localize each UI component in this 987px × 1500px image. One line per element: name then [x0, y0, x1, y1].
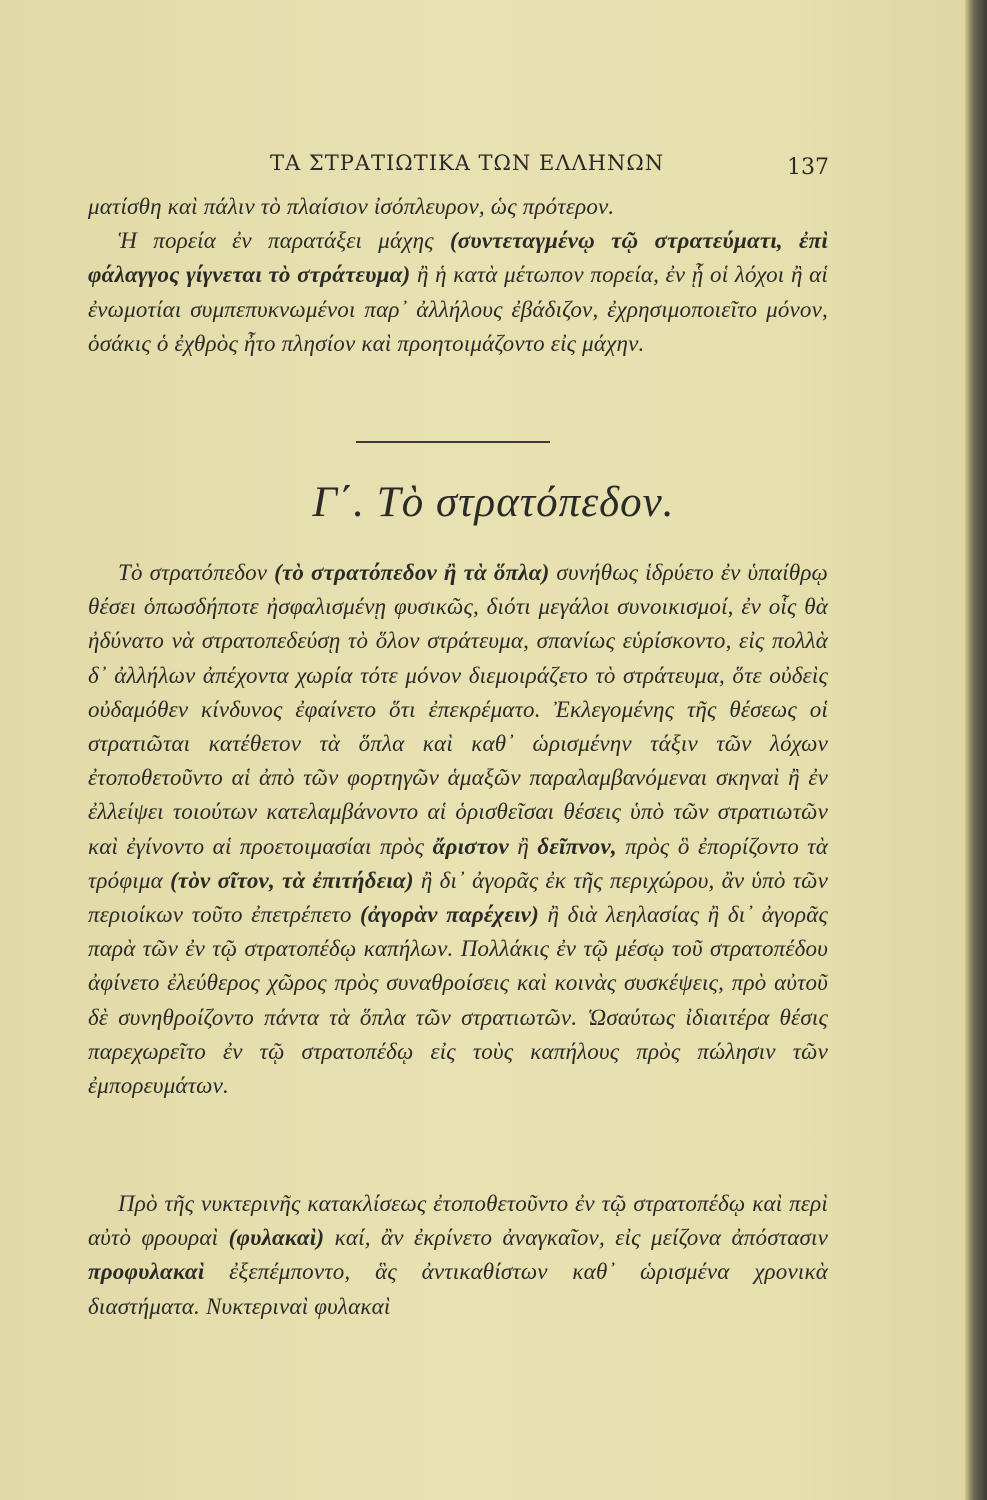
- paragraph-3-text-c: καί, ἂν ἐκρίνετο ἀναγκαῖον, εἰς μείζονα ἀπόστασιν: [334, 1225, 829, 1251]
- paragraph-3: [88, 1187, 828, 1324]
- paragraph-2-bold-i: (ἀγορὰν παρέχειν): [360, 902, 539, 928]
- book-spine-shadow: [965, 0, 987, 1500]
- paragraph-1-bold-phrase: (συντεταγμένῳ τῷ στρατεύματι, ἐπὶ φάλαγγος γίγνεται τὸ στράτευμα): [88, 228, 829, 288]
- paragraph-1-text-b: ἢ ἡ κατὰ μέτωπον πορεία, ἐν ᾗ οἱ λόχοι ἢ αἱ ἐνωμοτίαι συμπεπυκνωμένοι παρ᾽ ἀλλήλους ἐβάδιζον, ἐχρησιμοποιεῖτο μόνον, ὁσάκις ὁ ἐχθρὸς ἦτο πλησίον καὶ προητοιμάζοντο εἰς μάχην.: [88, 262, 828, 356]
- paragraph-3-text-e: ἐξεπέμποντο, ἃς ἀντικαθίστων καθ᾽ ὡρισμένα χρονικὰ διαστήματα. Νυκτεριναὶ φυλακαὶ: [88, 1259, 828, 1319]
- paragraph-2-bold-c: ἄριστον: [432, 833, 509, 859]
- paragraph-2-text-f: πρὸς ὃ ἐπορίζοντο τὰ τρόφιμα: [88, 833, 829, 893]
- paragraph-2-bold-g: (τὸν σῖτον, τὰ ἐπιτήδεια): [170, 867, 414, 893]
- paragraph-1-line-1: ματίσθη καὶ πάλιν τὸ πλαίσιον ἰσόπλευρον, ὡς πρότερον.: [88, 194, 615, 219]
- paragraph-2-text-j: ἢ διὰ λεηλασίας ἢ δι᾽ ἀγορᾶς παρὰ τῶν ἐν τῷ στρατοπέδῳ καπήλων. Πολλάκις ἐν τῷ μέσῳ τοῦ στρατοπέδου ἀφίνετο ἐλεύθερος χῶρος πρὸς συναθροίσεις καὶ κοινὰς συσκέψεις, πρὸ αὐτοῦ δὲ συνηθροίζοντο πάντα τὰ ὅπλα τῶν στρατιωτῶν. Ὡσαύτως ἰδιαιτέρα θέσις παρεχωρεῖτο ἐν τῷ στρατοπέδῳ εἰς τοὺς καπήλους πρὸς πώλησιν τῶν ἐμπορευμάτων.: [88, 902, 828, 1099]
- paragraph-3-bold-b: (φυλακαὶ): [228, 1225, 325, 1251]
- paragraph-3-bold-d: προφυλακαὶ: [88, 1259, 205, 1285]
- section-divider: [356, 441, 550, 443]
- paragraph-3-text-a: Πρὸ τῆς νυκτερινῆς κατακλίσεως ἐτοποθετοῦντο ἐν τῷ στρατοπέδῳ καὶ περὶ αὐτὸ φρουραὶ: [88, 1191, 828, 1251]
- paragraph-2-bold-a: (τὸ στρατόπεδον ἢ τὰ ὅπλα): [274, 560, 550, 585]
- page-number: 137: [787, 155, 829, 180]
- running-title: ΤΑ ΣΤΡΑΤΙΩΤΙΚΑ ΤΩΝ ΕΛΛΗΝΩΝ: [270, 151, 665, 175]
- paragraph-2-text-b: συνήθως ἱδρύετο ἐν ὑπαίθρῳ θέσει ὁπωσδήποτε ἠσφαλισμένῃ φυσικῶς, διότι μεγάλοι συνοικισμοί, ἐν οἷς θὰ ἠδύνατο νὰ στρατοπεδεύσῃ τὸ ὅλον στράτευμα, σπανίως εὑρίσκοντο, εἰς πολλὰ δ᾽ ἀλλήλων ἀπέχοντα χωρία τότε μόνον διεμοιράζετο τὸ στράτευμα, ὅτε οὐδεὶς οὐδαμόθεν κίνδυνος ἐφαίνετο ὅτι ἐπεκρέματο. Ἐκλεγομένης τῆς θέσεως οἱ στρατιῶται κατέθετον τὰ ὅπλα καὶ καθ᾽ ὡρισμένην τάξιν τῶν λόχων ἐτοποθετοῦντο αἱ ἀπὸ τῶν φορτηγῶν ἁμαξῶν παραλαμβανόμεναι σκηναὶ ἢ ἐν ἐλλείψει τοιούτων κατελαμβάνοντο αἱ ὁρισθεῖσαι θέσεις ὑπὸ τῶν στρατιωτῶν καὶ ἐγίνοντο αἱ προετοιμασίαι πρὸς: [88, 560, 828, 859]
- paragraph-2: [88, 556, 828, 1103]
- paragraph-2-text-a: Τὸ στρατόπεδον: [118, 560, 268, 585]
- page-header: [0, 147, 987, 183]
- paragraph-1: [88, 190, 828, 361]
- paragraph-2-text-h: ἢ δι᾽ ἀγορᾶς ἐκ τῆς περιχώρου, ἂν ὑπὸ τῶν περιοίκων τοῦτο ἐπετρέπετο: [88, 867, 829, 928]
- section-heading: Γ΄. Τὸ στρατόπεδον.: [312, 479, 675, 526]
- paragraph-2-text-d: ἢ: [517, 833, 529, 859]
- paragraph-1-text-a: Ἡ πορεία ἐν παρατάξει μάχης: [118, 228, 434, 254]
- paragraph-2-bold-e: δεῖπνον,: [537, 833, 617, 859]
